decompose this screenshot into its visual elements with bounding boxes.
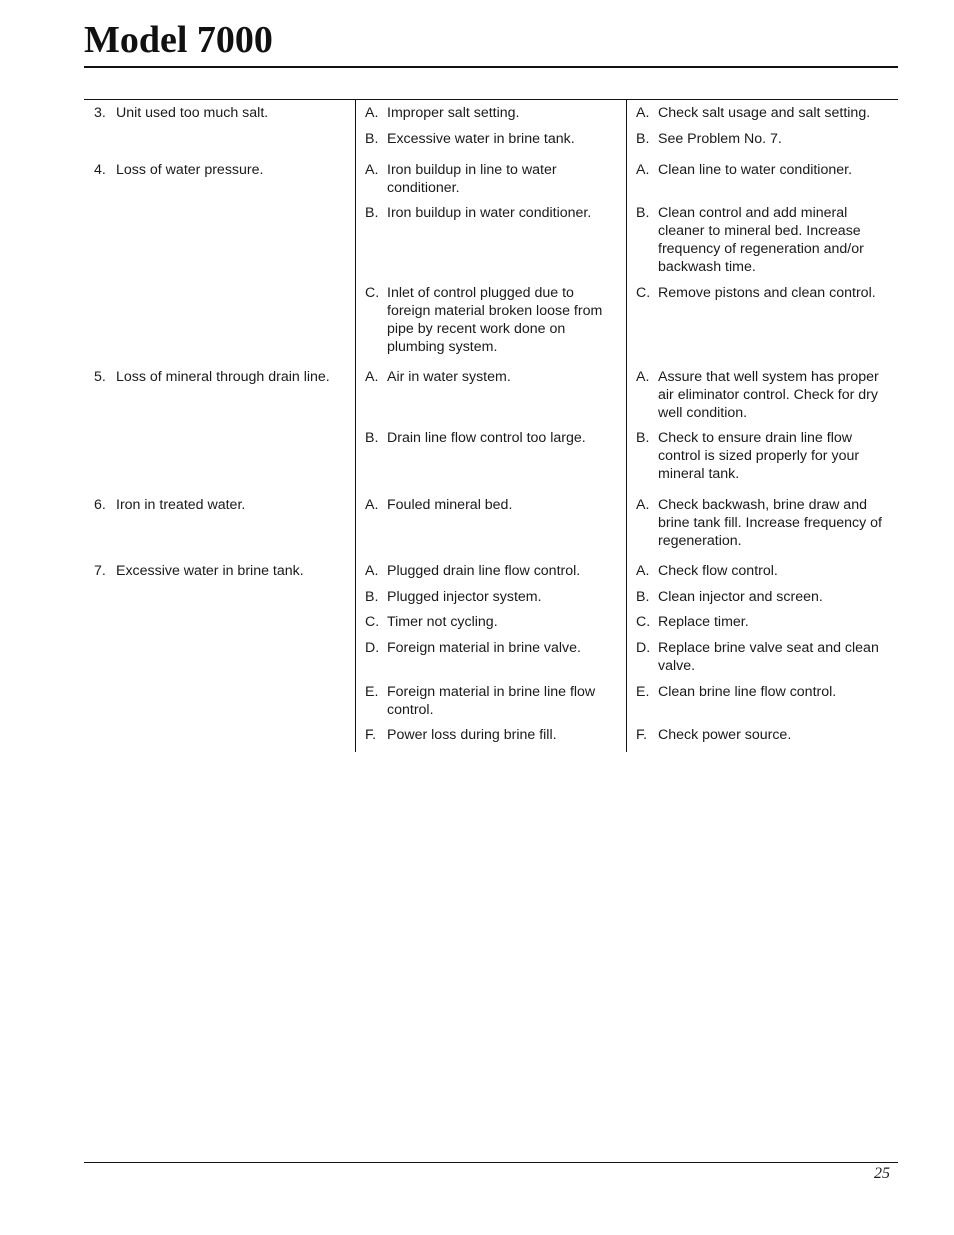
correction-text: Clean control and add mineral cleaner to mineral bed. Increase frequency of regeneration and/or backwash time.	[658, 205, 864, 275]
correction-text: Check backwash, brine draw and brine tank fill. Increase frequency of regeneration.	[658, 497, 882, 549]
cause-letter: A.	[365, 162, 379, 178]
cause-item	[365, 726, 617, 744]
correction-text: Remove pistons and clean control.	[658, 285, 876, 301]
correction-letter: A.	[636, 105, 650, 121]
correction-text: Clean brine line flow control.	[658, 684, 837, 700]
correction-item	[636, 161, 891, 179]
cause-item	[365, 613, 617, 631]
correction-item	[636, 588, 891, 606]
cause-letter: B.	[365, 430, 379, 446]
problem-number: 5.	[94, 369, 106, 385]
problem-6	[94, 496, 349, 514]
correction-text: Assure that well system has proper air eliminator control. Check for dry well condition.	[658, 369, 879, 421]
correction-item	[636, 429, 891, 483]
cause-text: Excessive water in brine tank.	[387, 131, 575, 147]
problem-text: Unit used too much salt.	[116, 105, 269, 121]
cause-text: Foreign material in brine line flow control.	[387, 684, 596, 718]
cause-text: Fouled mineral bed.	[387, 497, 513, 513]
correction-letter: A.	[636, 497, 650, 513]
correction-text: Check to ensure drain line flow control is sized properly for your mineral tank.	[658, 430, 860, 482]
cause-text: Drain line flow control too large.	[387, 430, 586, 446]
cause-item	[365, 683, 617, 719]
cause-letter: D.	[365, 640, 380, 656]
problem-text: Excessive water in brine tank.	[116, 563, 304, 579]
correction-text: Replace timer.	[658, 614, 749, 630]
cause-letter: A.	[365, 369, 379, 385]
header-rule	[84, 66, 898, 68]
problem-text: Loss of mineral through drain line.	[116, 369, 330, 385]
correction-letter: D.	[636, 640, 651, 656]
correction-item	[636, 130, 891, 148]
cause-text: Timer not cycling.	[387, 614, 498, 630]
correction-letter: B.	[636, 205, 650, 221]
correction-letter: C.	[636, 614, 651, 630]
correction-item	[636, 726, 891, 744]
cause-text: Iron buildup in water conditioner.	[387, 205, 592, 221]
cause-text: Plugged injector system.	[387, 589, 542, 605]
correction-item	[636, 562, 891, 580]
cause-item	[365, 588, 617, 606]
cause-letter: A.	[365, 497, 379, 513]
cause-letter: B.	[365, 589, 379, 605]
problem-number: 7.	[94, 563, 106, 579]
correction-letter: B.	[636, 430, 650, 446]
cause-item	[365, 204, 617, 222]
page-title: Model 7000	[84, 19, 273, 61]
correction-text: Check salt usage and salt setting.	[658, 105, 871, 121]
correction-text: Replace brine valve seat and clean valve.	[658, 640, 879, 674]
correction-letter: E.	[636, 684, 650, 700]
cause-item	[365, 639, 617, 657]
problem-text: Iron in treated water.	[116, 497, 246, 513]
problem-number: 4.	[94, 162, 106, 178]
correction-item	[636, 683, 891, 701]
cause-item	[365, 429, 617, 447]
cause-letter: A.	[365, 563, 379, 579]
cause-letter: B.	[365, 131, 379, 147]
correction-letter: A.	[636, 563, 650, 579]
cause-item	[365, 130, 617, 148]
correction-item	[636, 104, 891, 122]
cause-text: Air in water system.	[387, 369, 511, 385]
cause-item	[365, 161, 617, 197]
column-divider-2	[626, 100, 627, 752]
cause-item	[365, 368, 617, 386]
column-divider-1	[355, 100, 356, 752]
cause-letter: F.	[365, 727, 377, 743]
cause-item	[365, 562, 617, 580]
correction-letter: F.	[636, 727, 648, 743]
cause-letter: C.	[365, 285, 380, 301]
correction-item	[636, 368, 891, 422]
correction-text: Clean line to water conditioner.	[658, 162, 853, 178]
correction-item	[636, 204, 891, 276]
cause-text: Inlet of control plugged due to foreign material broken loose from pipe by recent work done on plumbing system.	[387, 285, 603, 355]
cause-text: Improper salt setting.	[387, 105, 520, 121]
correction-item	[636, 496, 891, 550]
cause-text: Foreign material in brine valve.	[387, 640, 581, 656]
cause-text: Power loss during brine fill.	[387, 727, 557, 743]
problem-text: Loss of water pressure.	[116, 162, 264, 178]
correction-item	[636, 284, 891, 302]
problem-number: 3.	[94, 105, 106, 121]
cause-text: Iron buildup in line to water conditioner.	[387, 162, 557, 196]
cause-letter: B.	[365, 205, 379, 221]
problem-4	[94, 161, 349, 179]
correction-letter: B.	[636, 589, 650, 605]
correction-text: Check flow control.	[658, 563, 778, 579]
correction-letter: B.	[636, 131, 650, 147]
correction-text: Clean injector and screen.	[658, 589, 823, 605]
correction-letter: C.	[636, 285, 651, 301]
problem-7	[94, 562, 349, 580]
correction-item	[636, 639, 891, 675]
page-number: 25	[874, 1165, 890, 1182]
correction-text: Check power source.	[658, 727, 792, 743]
cause-letter: E.	[365, 684, 379, 700]
problem-3	[94, 104, 349, 122]
cause-text: Plugged drain line flow control.	[387, 563, 581, 579]
cause-letter: A.	[365, 105, 379, 121]
cause-letter: C.	[365, 614, 380, 630]
table-top-rule	[84, 99, 898, 100]
correction-letter: A.	[636, 162, 650, 178]
problem-5	[94, 368, 349, 386]
cause-item	[365, 284, 617, 356]
correction-text: See Problem No. 7.	[658, 131, 782, 147]
cause-item	[365, 496, 617, 514]
correction-item	[636, 613, 891, 631]
correction-letter: A.	[636, 369, 650, 385]
footer-rule	[84, 1162, 898, 1163]
cause-item	[365, 104, 617, 122]
problem-number: 6.	[94, 497, 106, 513]
